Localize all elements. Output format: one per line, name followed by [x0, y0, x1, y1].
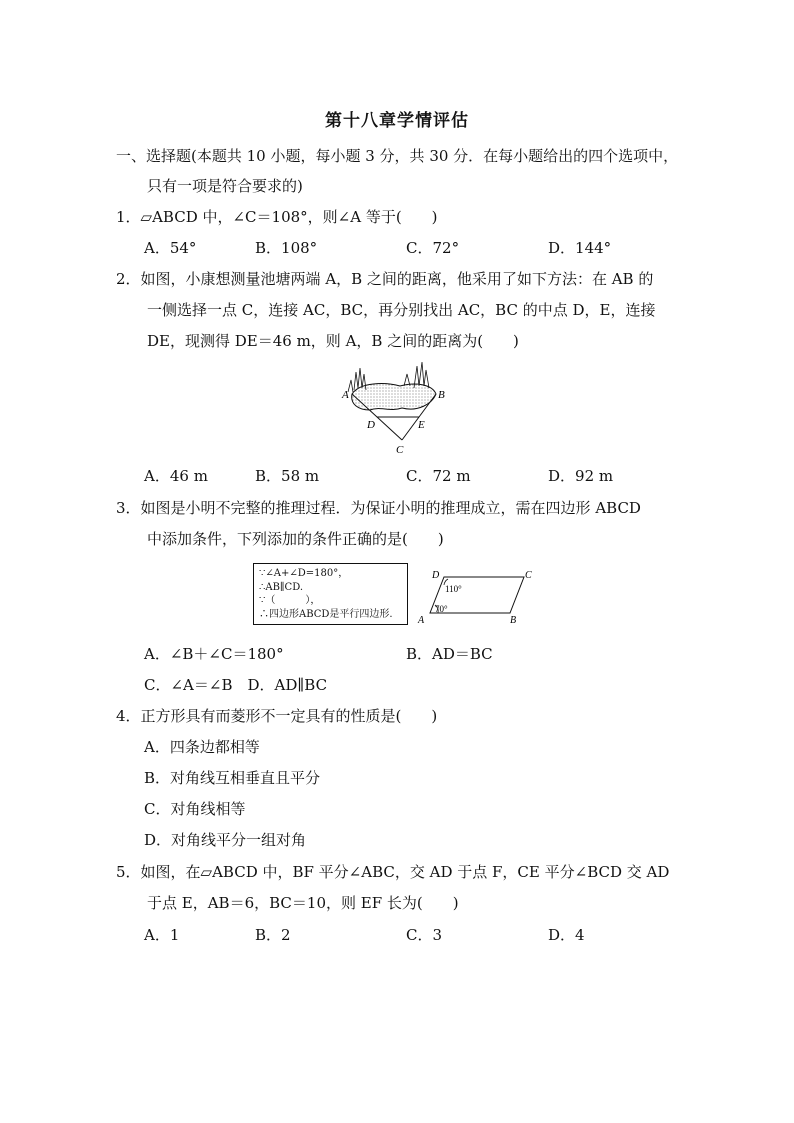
angle-a-label: 70° [435, 604, 448, 614]
question-5-line1: 5．如图，在▱ABCD 中，BF 平分∠ABC，交 AD 于点 F，CE 平分∠BCD 交 AD [116, 863, 670, 881]
proof-line-1: ∵∠A+∠D=180°， [259, 568, 349, 579]
question-5-line2: 于点 E，AB＝6，BC＝10，则 EF 长为( ) [147, 894, 459, 912]
q3-option-cd: C．∠A＝∠B D．AD∥BC [144, 676, 328, 694]
q1-option-a: A．54° [144, 239, 197, 257]
q4-option-c: C．对角线相等 [144, 800, 246, 818]
q1-option-c: C．72° [406, 239, 460, 257]
q3-option-a: A．∠B＋∠C＝180° [144, 645, 284, 663]
q2-option-a: A．46 m [144, 467, 208, 485]
q5-option-c: C．3 [406, 926, 443, 944]
q4-option-a: A．四条边都相等 [144, 738, 260, 756]
q2-option-d: D．92 m [548, 467, 614, 485]
proof-line-4: ∴四边形ABCD是平行四边形. [259, 608, 393, 620]
question-2-line1: 2．如图，小康想测量池塘两端 A，B 之间的距离，他采用了如下方法：在 AB 的 [116, 270, 654, 288]
question-2-line2: 一侧选择一点 C，连接 AC，BC，再分别找出 AC，BC 的中点 D，E，连接 [147, 301, 656, 319]
question-1-text: 1．▱ABCD 中，∠C＝108°，则∠A 等于( ) [116, 208, 438, 226]
question-4-text: 4．正方形具有而菱形不一定具有的性质是( ) [116, 707, 438, 725]
q5-option-a: A．1 [144, 926, 180, 944]
q2-option-c: C．72 m [406, 467, 471, 485]
angle-d-label: 110° [445, 584, 462, 594]
proof-line-2: ∴AB∥CD. [259, 581, 304, 593]
q1-option-d: D．144° [548, 239, 612, 257]
q2-option-b: B．58 m [255, 467, 320, 485]
question-3-line2: 中添加条件，下列添加的条件正确的是( ) [147, 530, 444, 548]
question-3-line1: 3．如图是小明不完整的推理过程．为保证小明的推理成立，需在四边形 ABCD [116, 499, 641, 517]
section-heading-line1: 一、选择题(本题共 10 小题，每小题 3 分，共 30 分．在每小题给出的四个选项中， [116, 147, 679, 165]
p-label-c: C [525, 570, 532, 581]
proof-box [253, 563, 408, 625]
label-d: D [367, 419, 375, 431]
page-title: 第十八章学情评估 [325, 111, 469, 131]
pond-figure [340, 360, 450, 458]
proof-line-3: ∵（ ）， [259, 595, 321, 606]
p-label-d: D [432, 570, 440, 581]
label-a: A [342, 389, 349, 401]
q5-option-d: D．4 [548, 926, 585, 944]
label-e: E [418, 419, 425, 431]
section-heading-line2: 只有一项是符合要求的) [147, 177, 303, 195]
pond-shape [352, 384, 436, 410]
q4-option-d: D．对角线平分一组对角 [144, 831, 307, 849]
parallelogram-figure [414, 565, 539, 627]
q3-option-b: B．AD＝BC [406, 645, 493, 663]
label-b: B [438, 389, 445, 401]
q1-option-b: B．108° [255, 239, 318, 257]
q5-option-b: B．2 [255, 926, 291, 944]
p-label-b: B [510, 615, 517, 626]
question-2-line3: DE，现测得 DE＝46 m，则 A，B 之间的距离为( ) [147, 332, 519, 350]
q4-option-b: B．对角线互相垂直且平分 [144, 769, 321, 787]
p-label-a: A [418, 615, 425, 626]
label-c: C [396, 444, 404, 456]
